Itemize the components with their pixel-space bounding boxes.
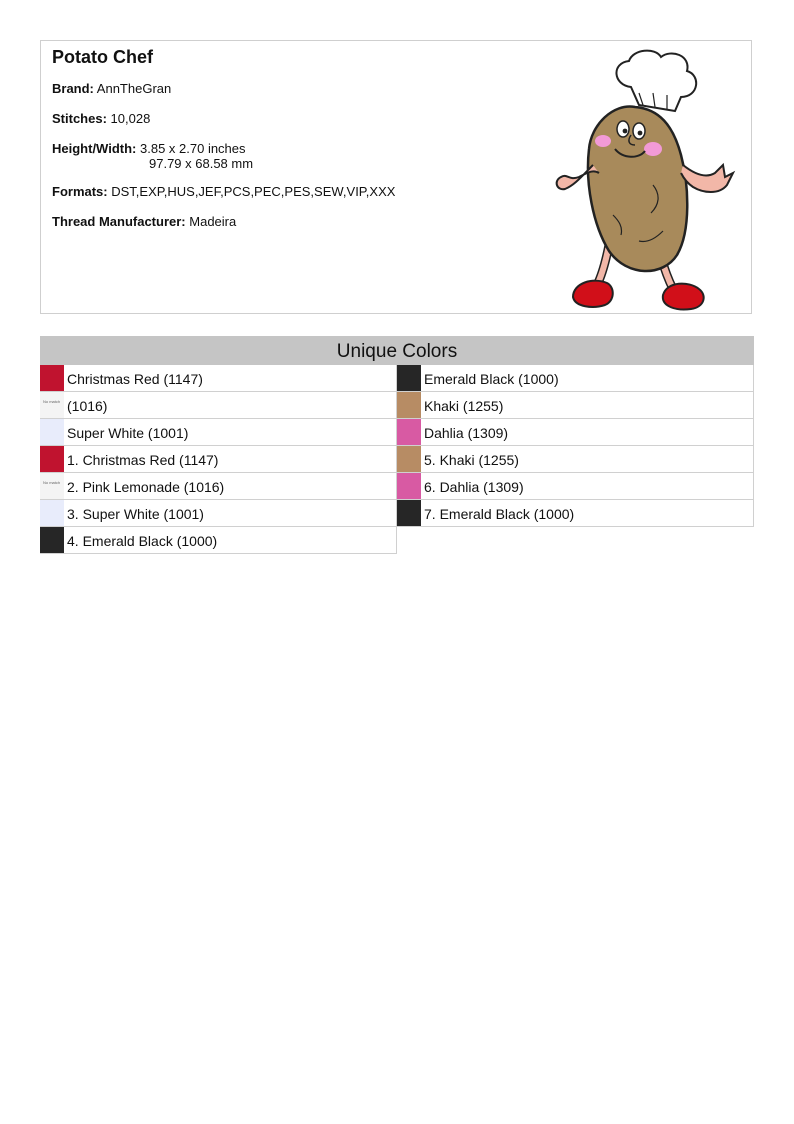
color-row: [40, 446, 397, 473]
brand-label: Brand:: [52, 81, 94, 96]
thread-label: Thread Manufacturer:: [52, 214, 186, 229]
color-row: [40, 527, 397, 554]
color-name: 5. Khaki (1255): [424, 452, 519, 468]
color-name: Khaki (1255): [424, 398, 504, 414]
color-swatch: [397, 392, 421, 418]
color-row: [40, 392, 397, 419]
color-name: 4. Emerald Black (1000): [67, 533, 218, 549]
color-row: [397, 500, 754, 527]
color-row: [397, 473, 754, 500]
no-match-swatch: [40, 473, 64, 499]
color-name: Emerald Black (1000): [424, 371, 559, 387]
color-swatch: [40, 500, 64, 526]
color-row: [397, 365, 754, 392]
brand-value: AnnTheGran: [96, 81, 172, 96]
color-swatch: [397, 419, 421, 445]
color-name: 1. Christmas Red (1147): [67, 452, 219, 468]
color-row: [397, 419, 754, 446]
color-row: [40, 365, 397, 392]
color-swatch: [397, 446, 421, 472]
color-swatch: [40, 446, 64, 472]
design-info-card: [40, 40, 752, 314]
formats-field: [52, 184, 395, 199]
no-match-text: No match: [43, 399, 61, 404]
size-inches: 3.85 x 2.70 inches: [140, 141, 246, 156]
color-list-left: [40, 365, 397, 554]
color-name: 2. Pink Lemonade (1016): [67, 479, 225, 495]
stitches-value: 10,028: [110, 111, 151, 126]
color-swatch: [40, 365, 64, 391]
unique-colors-heading: Unique Colors: [40, 336, 754, 365]
brand-field: [52, 81, 171, 96]
color-name: Christmas Red (1147): [67, 371, 203, 387]
color-list: [40, 365, 754, 555]
formats-label: Formats:: [52, 184, 108, 199]
thread-field: [52, 214, 236, 229]
color-name: 7. Emerald Black (1000): [424, 506, 575, 522]
color-row: [397, 392, 754, 419]
color-swatch: [397, 473, 421, 499]
height-width-field: [52, 141, 246, 156]
color-name: 6. Dahlia (1309): [424, 479, 524, 495]
unique-colors-panel: [40, 336, 754, 555]
color-swatch: [397, 500, 421, 526]
color-row: [40, 500, 397, 527]
design-title: Potato Chef: [52, 47, 153, 67]
color-name: Dahlia (1309): [424, 425, 509, 441]
formats-value: DST,EXP,HUS,JEF,PCS,PEC,PES,SEW,VIP,XXX: [111, 184, 396, 199]
color-name: Super White (1001): [67, 425, 189, 441]
color-row: [397, 446, 754, 473]
stitches-field: [52, 111, 150, 126]
color-swatch: [40, 419, 64, 445]
no-match-text: No match: [43, 480, 61, 485]
height-width-label: Height/Width:: [52, 141, 137, 156]
potato-chef-illustration: [543, 45, 743, 311]
color-list-right: [397, 365, 754, 527]
stitches-label: Stitches:: [52, 111, 107, 126]
color-swatch: [397, 365, 421, 391]
no-match-swatch: [40, 392, 64, 418]
size-mm: 97.79 x 68.58 mm: [149, 156, 254, 171]
color-name: (1016): [67, 398, 108, 414]
color-row: [40, 419, 397, 446]
color-swatch: [40, 527, 64, 553]
color-name: 3. Super White (1001): [67, 506, 204, 522]
color-row: [40, 473, 397, 500]
thread-value: Madeira: [189, 214, 237, 229]
